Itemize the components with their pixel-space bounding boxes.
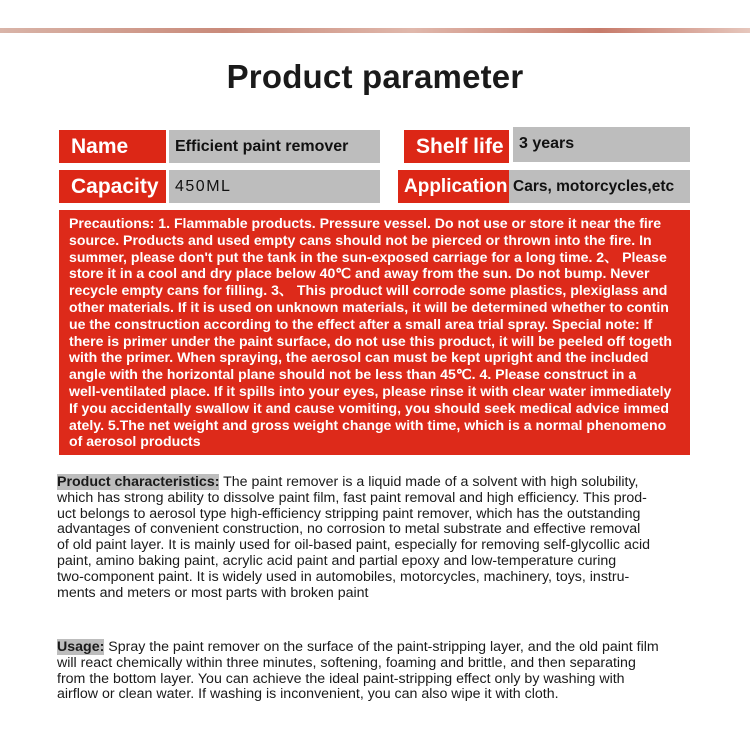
precautions-line: of aerosol products xyxy=(69,433,201,450)
name-label: Name xyxy=(59,130,166,163)
characteristics-line: two-component paint. It is widely used in automobiles, motorcycles, machinery, toys, instru- xyxy=(57,568,630,585)
precautions-line: store it in a cool and dry place below 40℃ and away from the sun. Do not bump. Never xyxy=(69,265,650,282)
page-title: Product parameter xyxy=(226,58,524,95)
decorative-top-band xyxy=(0,28,750,33)
characteristics-line xyxy=(57,475,707,491)
characteristics-text: The paint remover is a liquid made of a solvent with high solubility, xyxy=(219,474,639,490)
precautions-line: there is primer under the paint surface, do not use this product, it will be peeled off togeth xyxy=(69,332,672,349)
shelf-life-value: 3 years xyxy=(513,127,690,162)
precautions-line: ue the construction according to the effect after a small area trial spray. Special note: If xyxy=(69,315,653,332)
usage-paragraph xyxy=(57,640,707,703)
precautions-line: Precautions: 1. Flammable products. Pressure vessel. Do not use or store it near the fire xyxy=(69,215,662,231)
capacity-label: Capacity xyxy=(59,170,166,203)
precautions-line: If you accidentally swallow it and cause vomiting, you should seek medical advice immed xyxy=(69,399,669,416)
usage-line: airflow or clean water. If washing is inconvenient, you can also wipe it with cloth. xyxy=(57,686,559,703)
name-value: Efficient paint remover xyxy=(169,130,380,163)
precautions-line: summer, please don't put the tank in the sun-exposed carriage for a long time. 2、 Please xyxy=(69,248,667,265)
precautions-line: other materials. If it is used on unknown materials, it will be determined whether to contin xyxy=(69,298,669,315)
usage-text: Spray the paint remover on the surface of the paint-stripping layer, and the old paint film xyxy=(104,639,659,655)
characteristics-line: of old paint layer. It is mainly used for oil-based paint, especially for removing self-glycollic acid xyxy=(57,537,650,554)
capacity-value: 450ML xyxy=(169,170,380,203)
precautions-line: well-ventilated place. If it spills into your eyes, please rinse it with clear water immediately xyxy=(69,382,672,399)
precautions-box xyxy=(59,210,690,455)
characteristics-line: paint, amino baking paint, acrylic acid paint and partial epoxy and low-temperature curing xyxy=(57,552,617,569)
precautions-line: with the primer. When spraying, the aerosol can must be kept upright and the included xyxy=(69,349,649,366)
shelf-life-label: Shelf life xyxy=(404,130,509,163)
product-characteristics-paragraph xyxy=(57,475,707,601)
precautions-line: ately. 5.The net weight and gross weight change with time, which is a normal phenomeno xyxy=(69,416,667,433)
usage-line xyxy=(57,640,707,656)
precautions-line: recycle empty cans for filling. 3、 This product will corrode some plastics, plexiglass and xyxy=(69,282,668,299)
characteristics-line: uct belongs to aerosol type high-efficiency stripping paint remover, which has the outstanding xyxy=(57,505,641,522)
usage-line: will react chemically within three minutes, softening, foaming and brittle, and then separating xyxy=(57,654,636,671)
characteristics-line: ments and meters or most parts with broken paint xyxy=(57,584,369,601)
application-value: Cars, motorcycles,etc xyxy=(509,170,690,203)
application-label: Application xyxy=(398,170,509,203)
usage-line: from the bottom layer. You can achieve the ideal paint-stripping effect only by washing with xyxy=(57,670,625,687)
usage-heading: Usage: xyxy=(57,639,105,655)
characteristics-heading: Product characteristics: xyxy=(57,474,220,490)
characteristics-line: which has strong ability to dissolve paint film, fast paint removal and high efficiency. This prod- xyxy=(57,489,647,506)
precautions-line: angle with the horizontal plane should not be less than 45℃. 4. Please construct in a xyxy=(69,366,637,383)
characteristics-line: advantages of convenient construction, no corrosion to metal substrate and effective removal xyxy=(57,521,641,538)
precautions-line: source. Products and used empty cans should not be pierced or thrown into the fire. In xyxy=(69,231,652,248)
